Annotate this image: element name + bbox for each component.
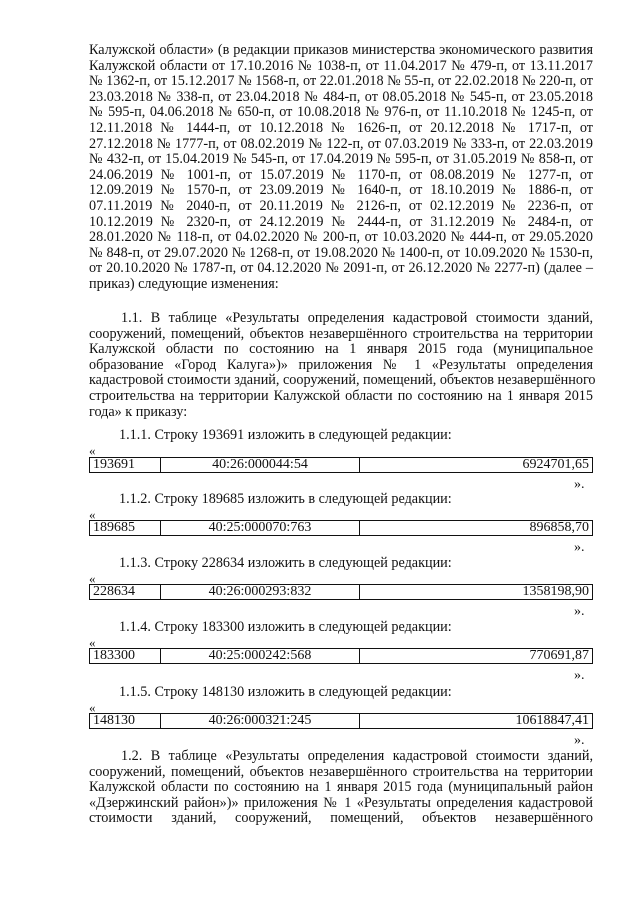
- value-cell: 10618847,41: [360, 714, 593, 729]
- open-quote: «: [89, 443, 96, 458]
- text-line: 1.1. В таблице «Результаты определения кадастровой стоимости зданий,: [121, 310, 593, 326]
- open-quote: «: [89, 571, 96, 586]
- text-line: 23.03.2018 № 338-п, от 23.04.2018 № 484-п, от 08.05.2018 № 545-п, от 23.05.2018: [89, 88, 593, 105]
- table-row: [90, 714, 593, 729]
- amendment-heading: 1.1.2. Строку 189685 изложить в следующей редакции:: [119, 491, 452, 507]
- text-line: сооружений, помещений, объектов незавершённого строительства на территории: [89, 325, 593, 342]
- row-id-cell: 189685: [90, 521, 161, 536]
- section-1-2-paragraph: [89, 749, 593, 827]
- text-line: стоимости зданий, сооружений, помещений, объектов незавершённого: [89, 810, 593, 827]
- close-quote: ».: [574, 477, 585, 492]
- open-quote: «: [89, 700, 96, 715]
- close-quote: ».: [574, 540, 585, 555]
- amendment-table: [89, 520, 593, 536]
- text-line: Калужской области по состоянию на 1 января 2015 года (муниципальный район: [89, 779, 593, 796]
- cadastral-number-cell: 40:26:000293:832: [161, 585, 360, 600]
- text-line: 27.12.2018 № 1777-п, от 08.02.2019 № 122-п, от 07.03.2019 № 333-п, от 22.03.2019: [89, 135, 593, 152]
- row-id-cell: 148130: [90, 714, 161, 729]
- value-cell: 770691,87: [360, 649, 593, 664]
- amendment-table: [89, 584, 593, 600]
- row-id-cell: 193691: [90, 458, 161, 473]
- cadastral-number-cell: 40:26:000044:54: [161, 458, 360, 473]
- text-line: № 595-п, 04.06.2018 № 650-п, от 10.08.2018 № 976-п, от 11.10.2018 № 1245-п, от: [89, 104, 593, 121]
- intro-paragraph: [89, 43, 593, 293]
- close-quote: ».: [574, 733, 585, 748]
- open-quote: «: [89, 507, 96, 522]
- cadastral-number-cell: 40:26:000321:245: [161, 714, 360, 729]
- text-line: Калужской области от 17.10.2016 № 1038-п, от 11.04.2017 № 479-п, от 13.11.2017: [89, 57, 593, 74]
- text-line: 24.06.2019 № 1001-п, от 15.07.2019 № 1170-п, от 08.08.2019 № 1277-п, от: [89, 166, 593, 183]
- value-cell: 1358198,90: [360, 585, 593, 600]
- text-line: № 848-п, от 29.07.2020 № 1268-п, от 19.08.2020 № 1400-п, от 10.09.2020 № 1530-п,: [89, 244, 593, 261]
- text-line: 1.2. В таблице «Результаты определения кадастровой стоимости зданий,: [121, 748, 593, 764]
- value-cell: 6924701,65: [360, 458, 593, 473]
- text-line: 28.01.2020 № 118-п, от 04.02.2020 № 200-п, от 10.03.2020 № 444-п, от 29.05.2020: [89, 229, 593, 246]
- text-line: строительства на территории Калужской области по состоянию на 1 января 2015: [89, 387, 593, 404]
- text-line: Калужской области» (в редакции приказов министерства экономического развития: [89, 42, 593, 58]
- text-line: от 20.10.2020 № 1787-п, от 04.12.2020 № 2091-п, от 26.12.2020 № 2277-п) (далее –: [89, 260, 593, 277]
- amendment-table: [89, 457, 593, 473]
- value-cell: 896858,70: [360, 521, 593, 536]
- text-line: приказ) следующие изменения:: [89, 275, 279, 292]
- amendment-heading: 1.1.1. Строку 193691 изложить в следующей редакции:: [119, 427, 452, 443]
- amendment-table: [89, 648, 593, 664]
- table-row: [90, 585, 593, 600]
- open-quote: «: [89, 635, 96, 650]
- table-row: [90, 649, 593, 664]
- text-line: Калужской области по состоянию на 1 января 2015 года (муниципальное: [89, 341, 593, 358]
- table-row: [90, 521, 593, 536]
- text-line: кадастровой стоимости зданий, сооружений, помещений, объектов незавершённого: [89, 372, 596, 389]
- text-line: 07.11.2019 № 2040-п, от 20.11.2019 № 2126-п, от 02.12.2019 № 2236-п, от: [89, 197, 593, 214]
- close-quote: ».: [574, 668, 585, 683]
- text-line: 12.09.2019 № 1570-п, от 23.09.2019 № 1640-п, от 18.10.2019 № 1886-п, от: [89, 182, 593, 199]
- text-line: № 1362-п, от 15.12.2017 № 1568-п, от 22.01.2018 № 55-п, от 22.02.2018 № 220-п, от: [89, 73, 593, 90]
- close-quote: ».: [574, 604, 585, 619]
- text-line: 12.11.2018 № 1444-п, от 10.12.2018 № 1626-п, от 20.12.2018 № 1717-п, от: [89, 119, 593, 136]
- amendment-heading: 1.1.4. Строку 183300 изложить в следующей редакции:: [119, 619, 452, 635]
- text-line: сооружений, помещений, объектов незавершённого строительства на территории: [89, 763, 593, 780]
- text-line: 10.12.2019 № 2320-п, от 24.12.2019 № 2444-п, от 31.12.2019 № 2484-п, от: [89, 213, 593, 230]
- table-row: [90, 458, 593, 473]
- cadastral-number-cell: 40:25:000242:568: [161, 649, 360, 664]
- section-1-1-paragraph: [89, 310, 596, 420]
- text-line: образование «Город Калуга»)» приложения № 1 «Результаты определения: [89, 356, 593, 373]
- text-line: года» к приказу:: [89, 403, 188, 420]
- amendment-heading: 1.1.5. Строку 148130 изложить в следующей редакции:: [119, 684, 452, 700]
- row-id-cell: 228634: [90, 585, 161, 600]
- text-line: № 432-п, от 15.04.2019 № 545-п, от 17.04.2019 № 595-п, от 31.05.2019 № 858-п, от: [89, 151, 593, 168]
- cadastral-number-cell: 40:25:000070:763: [161, 521, 360, 536]
- amendment-heading: 1.1.3. Строку 228634 изложить в следующей редакции:: [119, 555, 452, 571]
- row-id-cell: 183300: [90, 649, 161, 664]
- amendment-table: [89, 713, 593, 729]
- text-line: «Дзержинский район»)» приложения № 1 «Результаты определения кадастровой: [89, 794, 593, 811]
